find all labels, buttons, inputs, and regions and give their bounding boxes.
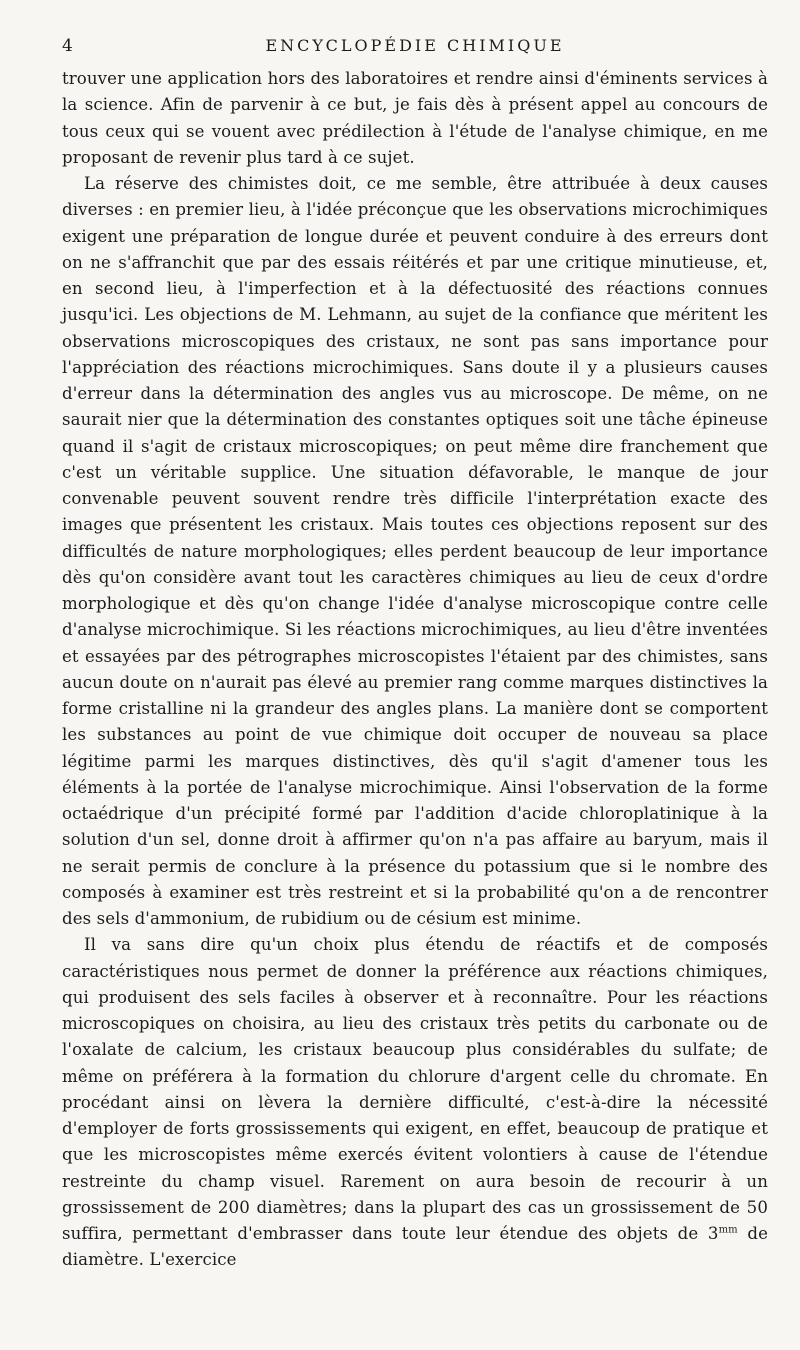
- body-text: [62, 66, 768, 1274]
- running-title: ENCYCLOPÉDIE CHIMIQUE: [265, 36, 565, 55]
- page-number: 4: [62, 36, 74, 56]
- unit-superscript: mm: [718, 1224, 738, 1236]
- paragraph-text: Il va sans dire qu'un choix plus étendu de réactifs et de composés caractéristiques nous permet de donner la préférence aux réactions chimiques, qui produisent des sels faciles à observer et à reconnaître. Pour les réactions microscopiques on choisira, au lieu des cristaux très petits du carbonate ou de l'oxalate de calcium, les cristaux beaucoup plus considérables du sulfate; de même on préférera à la formation du chlorure d'argent celle du chromate. En procédant ainsi on lèvera la dernière difficulté, c'est-à-dire la nécessité d'employer de forts grossissements qui exigent, en effet, beaucoup de pratique et que les microscopistes même exercés évitent volontiers à cause de l'étendue restreinte du champ visuel. Rarement on aura besoin de recourir à un grossissement de 200 diamètres; dans la plupart des cas un grossissement de 50 suffira, permettant d'embrasser dans toute leur étendue des objets de 3: [62, 935, 768, 1243]
- paragraph-tail: de diamètre. L'exercice: [62, 1224, 768, 1270]
- page-header: [62, 36, 768, 62]
- paragraph-reserve-des-chimistes: La réserve des chimistes doit, ce me semble, être attribuée à deux causes diverses : en premier lieu, à l'idée préconçue que les observations microchimiques exigent une préparation de longue durée et peuvent conduire à des erreurs dont on ne s'affranchit que par des essais réitérés et par une critique minutieuse, et, en second lieu, à l'imperfection et à la défectuosité des réactions connues jusqu'ici. Les objections de M. Lehmann, au sujet de la confiance que méritent les observations microscopiques des cristaux, ne sont pas sans importance pour l'appréciation des réactions microchimiques. Sans doute il y a plusieurs causes d'erreur dans la détermination des angles vus au microscope. De même, on ne saurait nier que la détermination des constantes optiques soit une tâche épineuse quand il s'agit de cristaux microscopiques; on peut même dire franchement que c'est un véritable supplice. Une situation défavorable, le manque de jour convenable peuvent souvent rendre très difficile l'interprétation exacte des images que présentent les cristaux. Mais toutes ces objections reposent sur des difficultés de nature morphologiques; elles perdent beaucoup de leur importance dès qu'on considère avant tout les caractères chimiques au lieu de ceux d'ordre morphologique et dès qu'on change l'idée d'analyse microscopique contre celle d'analyse microchimique. Si les réactions microchimiques, au lieu d'être inventées et essayées par des pétrographes microscopistes l'étaient par des chimistes, sans aucun doute on n'aurait pas élevé au premier rang comme marques distinctives la forme cristalline ni la grandeur des angles plans. La manière dont se comportent les substances au point de vue chimique doit occuper de nouveau sa place légitime parmi les marques distinctives, dès qu'il s'agit d'amener tous les éléments à la portée de l'analyse microchimique. Ainsi l'observation de la forme octaédrique d'un précipité formé par l'addition d'acide chloroplatinique à la solution d'un sel, donne droit à affirmer qu'on n'a pas affaire au baryum, mais il ne serait permis de conclure à la présence du potassium que si le nombre des composés à examiner est très restreint et si la probabilité qu'on a de rencontrer des sels d'ammonium, de rubidium ou de césium est minime.: [62, 174, 768, 928]
- paragraph-choix-de-reactifs: [62, 932, 768, 1273]
- paragraph-continuation: trouver une application hors des laboratoires et rendre ainsi d'éminents services à la science. Afin de parvenir à ce but, je fais dès à présent appel au concours de tous ceux qui se vouent avec prédilection à l'étude de l'analyse chimique, en me proposant de revenir plus tard à ce sujet.: [62, 69, 768, 167]
